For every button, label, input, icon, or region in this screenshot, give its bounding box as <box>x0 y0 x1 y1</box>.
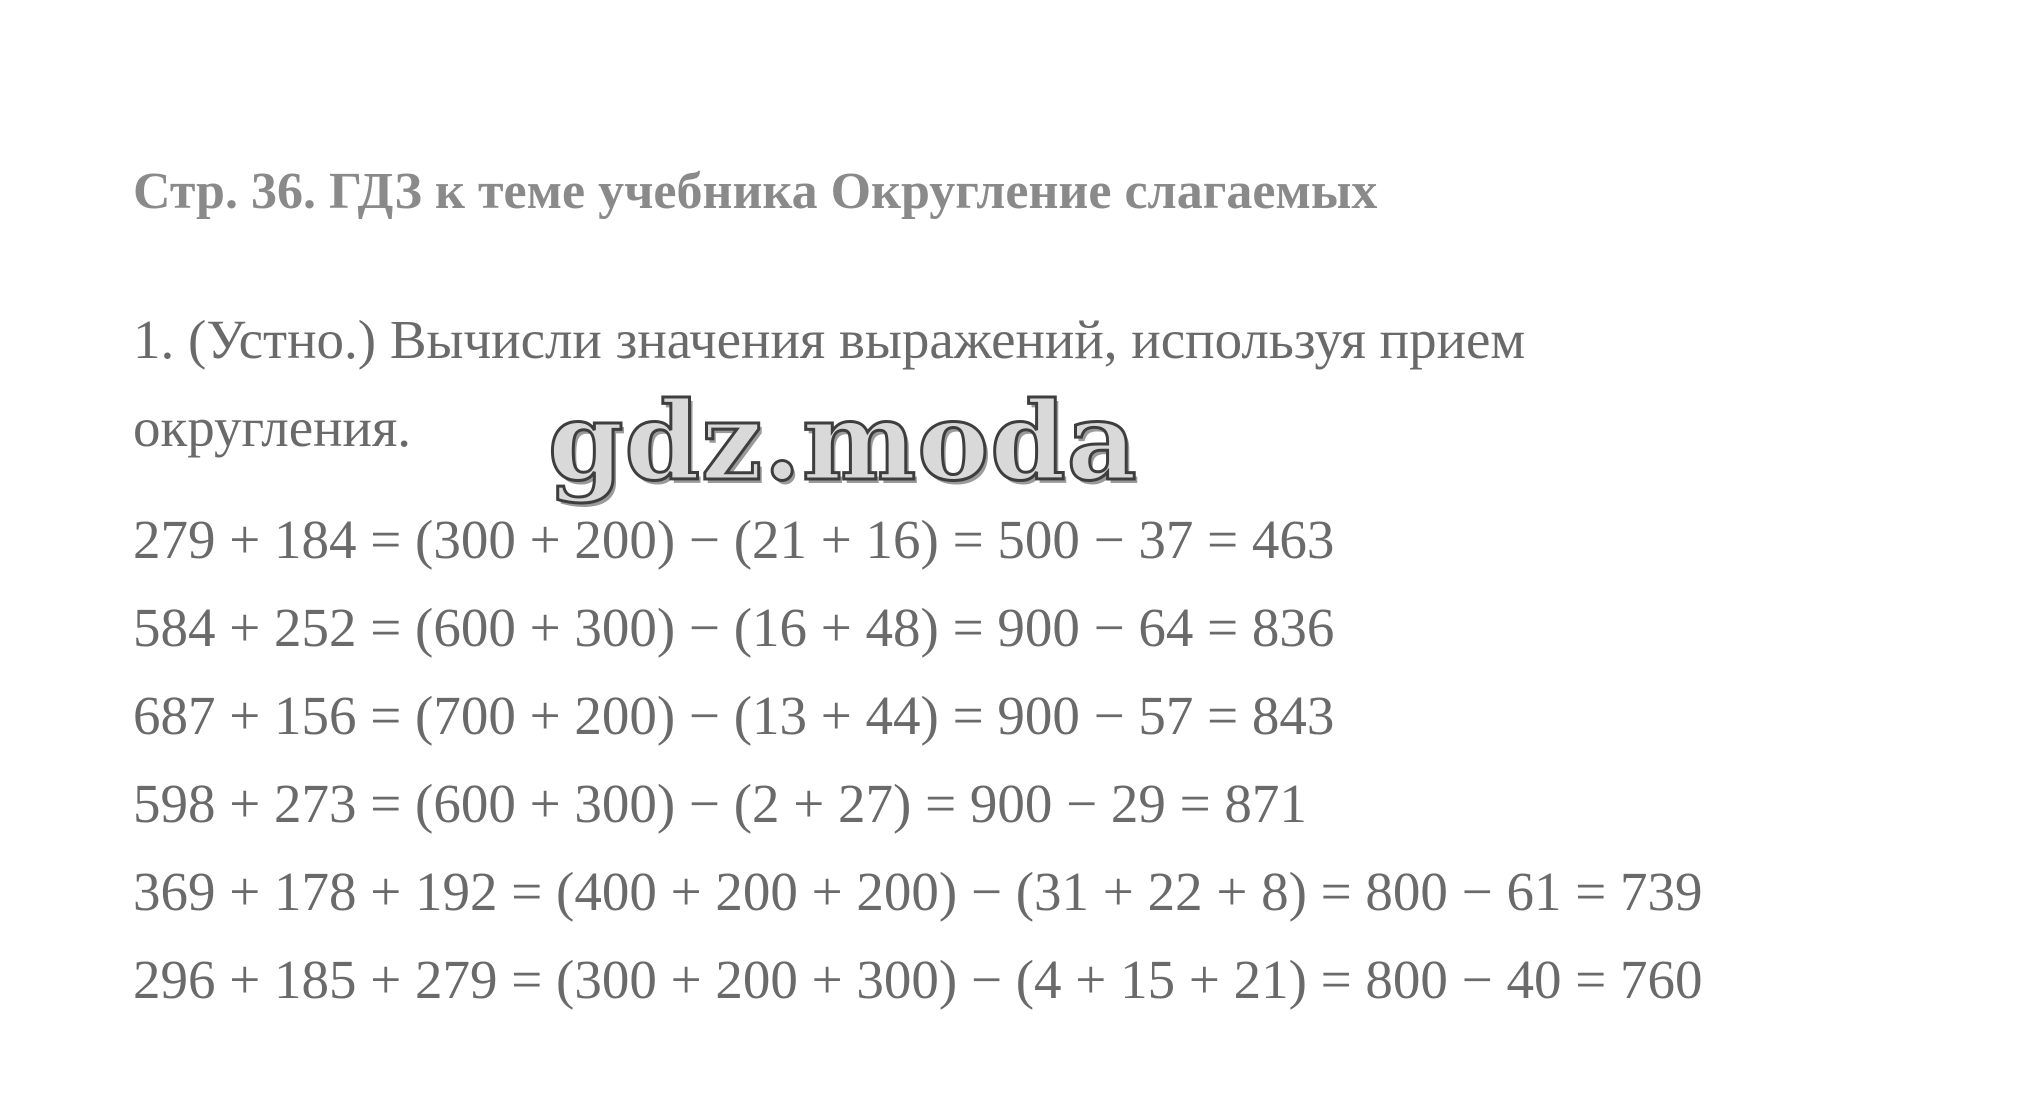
equation-line: 584 + 252 = (600 + 300) − (16 + 48) = 900 − 64 = 836 <box>133 597 1335 658</box>
equation-line: 369 + 178 + 192 = (400 + 200 + 200) − (31 + 22 + 8) = 800 − 61 = 739 <box>133 861 1703 922</box>
task-line: 1. (Устно.) Вычисли значения выражений, используя прием <box>133 309 1526 370</box>
equation-list <box>133 496 1702 1024</box>
equation-line: 598 + 273 = (600 + 300) − (2 + 27) = 900 − 29 = 871 <box>133 773 1307 834</box>
equation-line: 296 + 185 + 279 = (300 + 200 + 300) − (4 + 15 + 21) = 800 − 40 = 760 <box>133 949 1703 1010</box>
equation-line: 279 + 184 = (300 + 200) − (21 + 16) = 500 − 37 = 463 <box>133 509 1335 570</box>
equation-line: 687 + 156 = (700 + 200) − (13 + 44) = 900 − 57 = 843 <box>133 685 1335 746</box>
task-line: округления. <box>133 397 412 458</box>
page-title: Стр. 36. ГДЗ к теме учебника Округление слагаемых <box>133 163 1378 220</box>
watermark-logo: gdz.moda <box>548 379 1138 505</box>
